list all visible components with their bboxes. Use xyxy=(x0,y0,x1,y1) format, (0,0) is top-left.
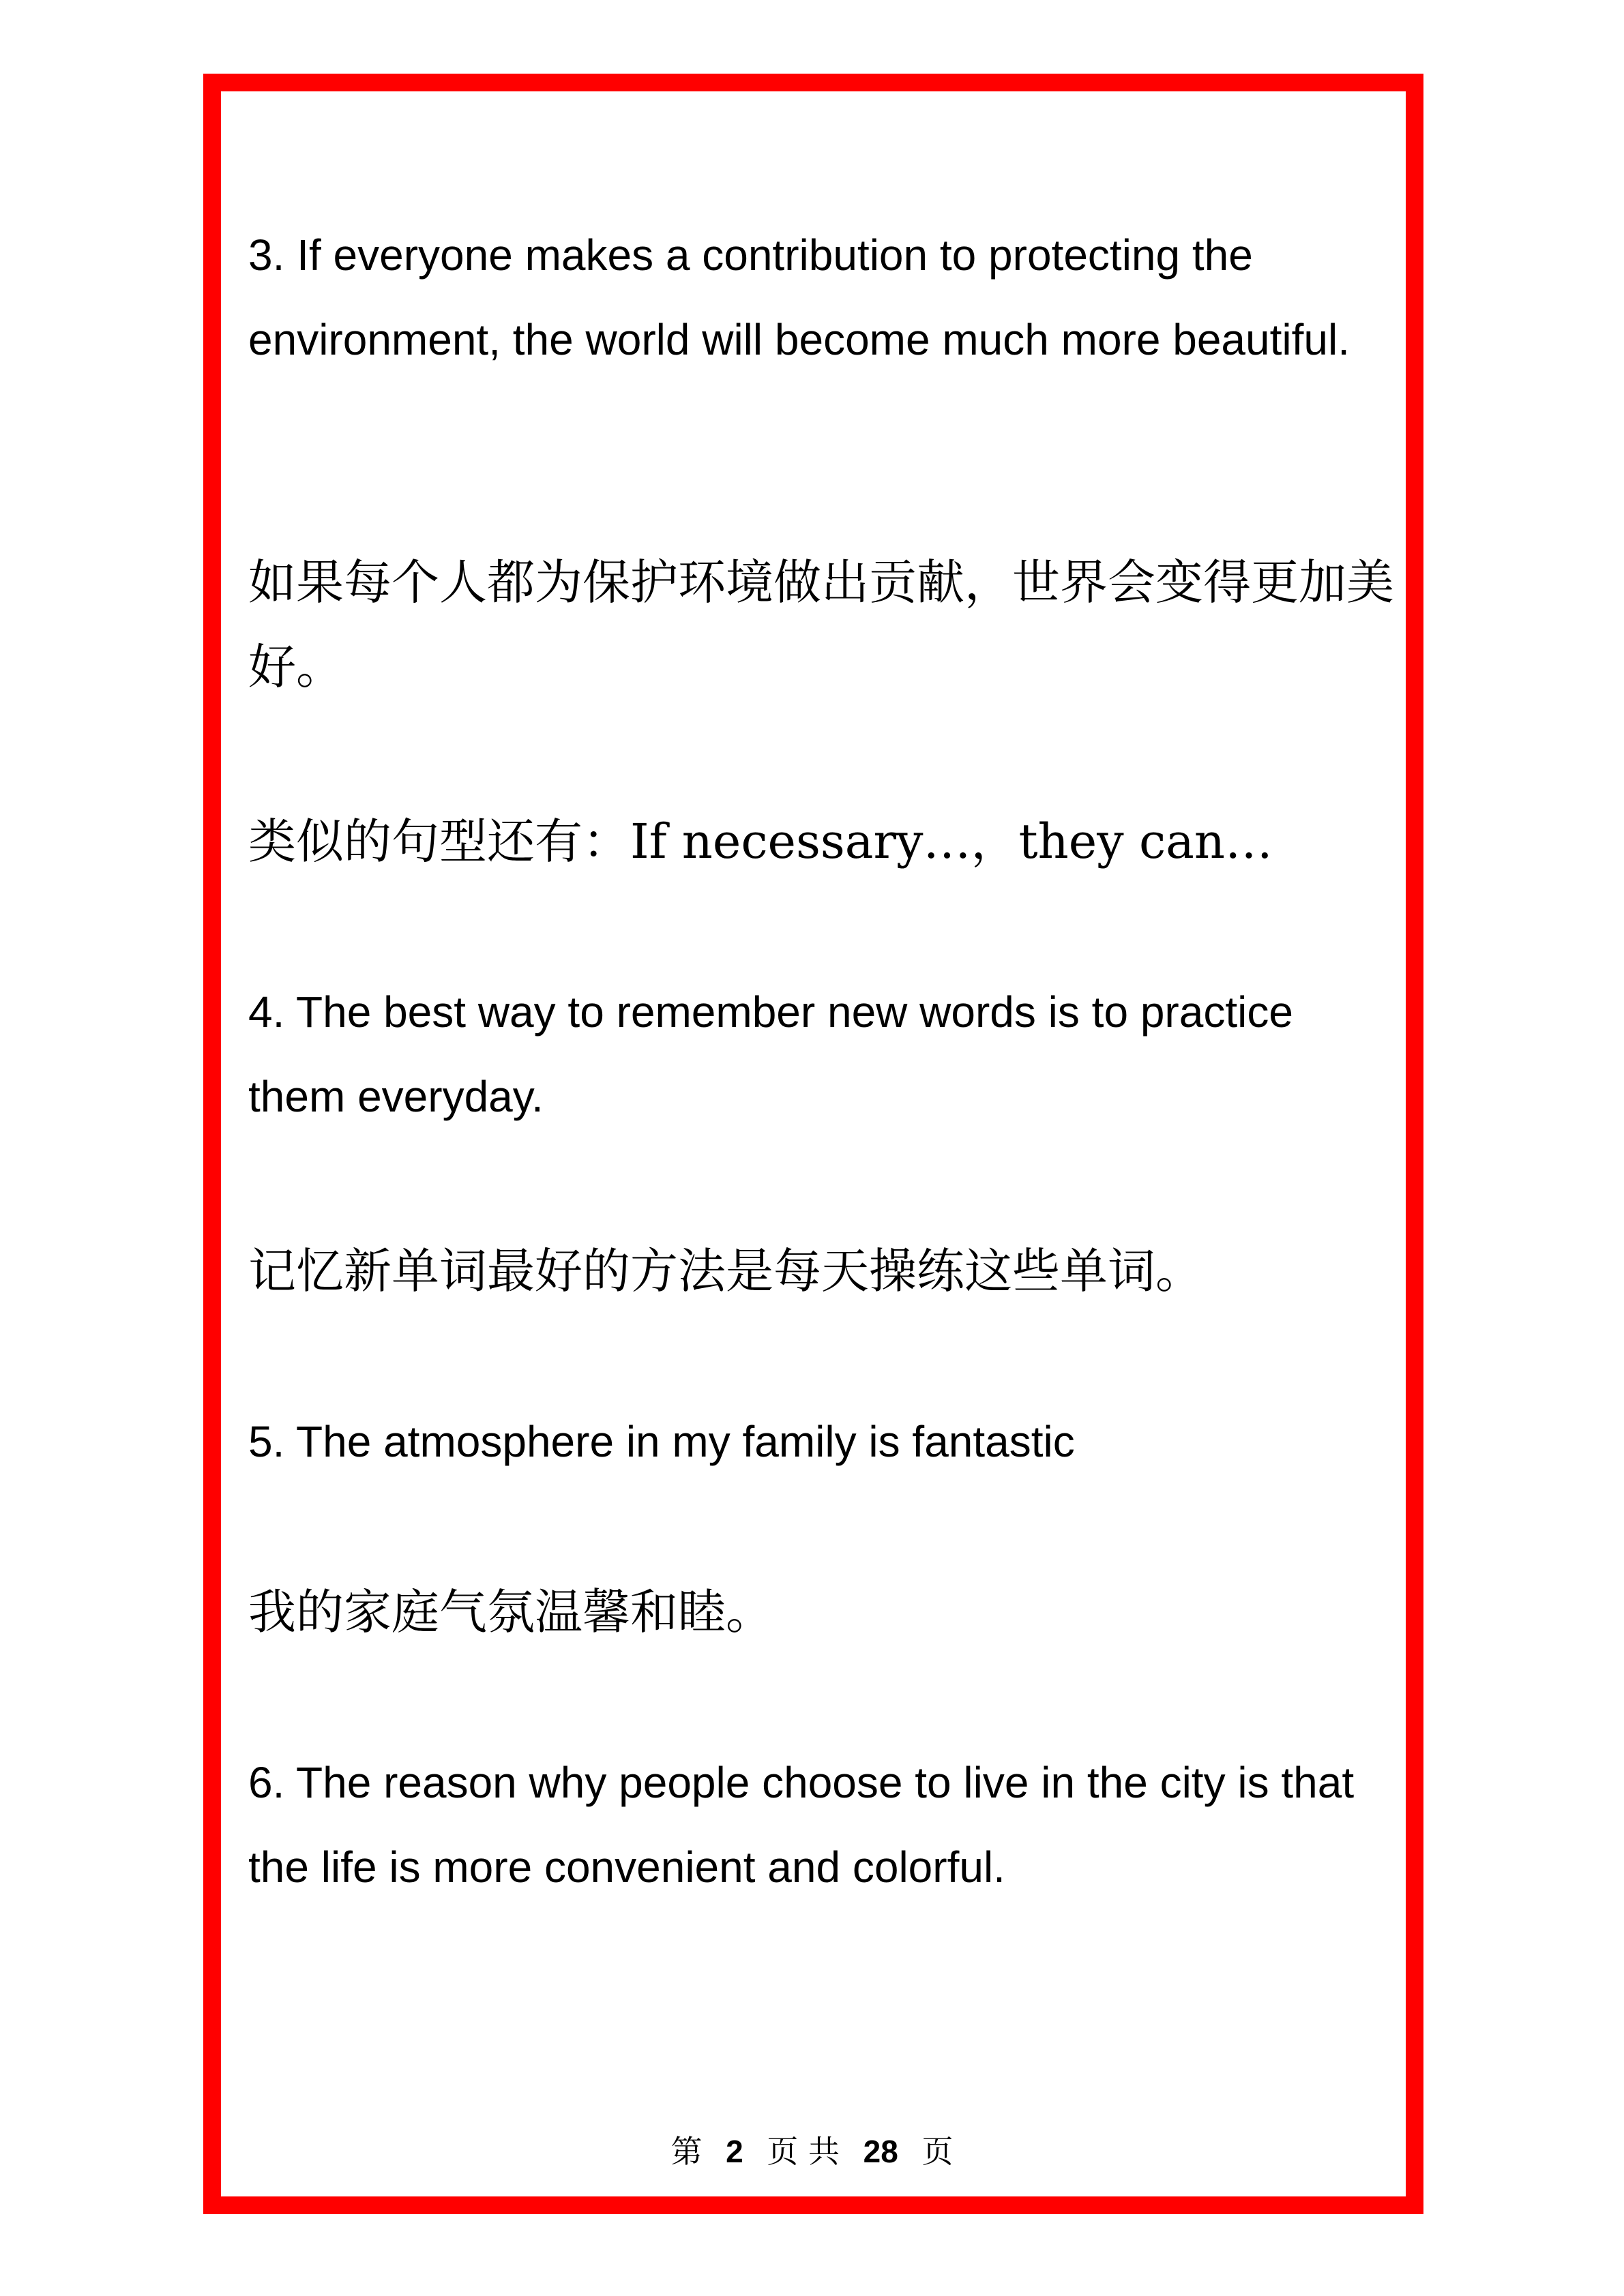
footer-middle: 页 共 xyxy=(767,2133,840,2170)
sentence-3-english: 3. If everyone makes a contribution to protecting the environment, the world will become much more beautiful. xyxy=(248,230,1350,364)
sentence-3-chinese: 如果每个人都为保护环境做出贡献，世界会变得更加美好。 xyxy=(248,554,1394,695)
page-footer xyxy=(0,2131,1624,2172)
footer-prefix: 第 xyxy=(670,2133,703,2170)
sentence-5-english: 5. The atmosphere in my family is fantastic xyxy=(248,1417,1075,1466)
sentence-4-english: 4. The best way to remember new words is to practice them everyday. xyxy=(248,987,1293,1121)
current-page-number: 2 xyxy=(726,2134,743,2169)
sentence-5-chinese: 我的家庭气氛温馨和睦。 xyxy=(248,1584,773,1640)
footer-suffix: 页 xyxy=(921,2133,954,2170)
sentence-6-english: 6. The reason why people choose to live in the city is that the life is more convenient and colorful. xyxy=(248,1758,1355,1892)
similar-pattern-note: 类似的句型还有：If necessary…，they can… xyxy=(248,814,1273,869)
total-page-count: 28 xyxy=(863,2134,898,2169)
sentence-4-chinese: 记忆新单词最好的方法是每天操练这些单词。 xyxy=(248,1243,1203,1299)
